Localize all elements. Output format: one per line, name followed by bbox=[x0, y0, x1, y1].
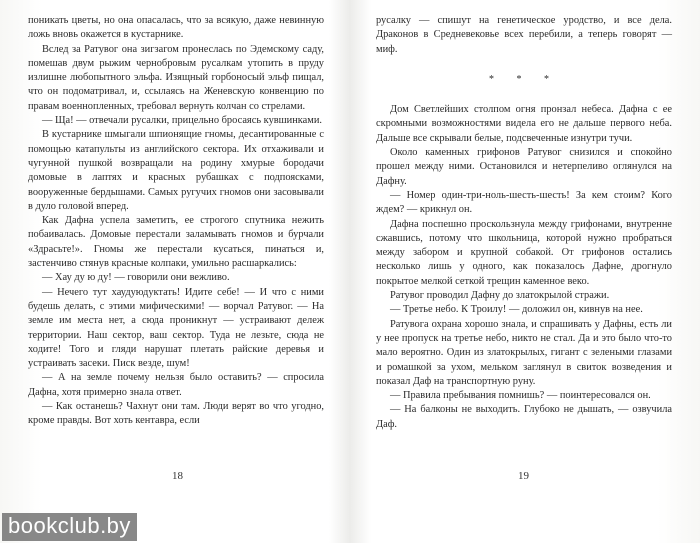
paragraph: — Ща! — отвечали русалки, прицельно бросаясь кувшинками. bbox=[42, 115, 323, 127]
paragraph: Ратувога охрана хорошо знала, и спрашивать у Дафны, есть ли у нее пропуск на третье небо, никто не стал. Да и это было что-то мало вероятно. Один из златокрылых, гигант с зелеными глазами и ромашкой за ухом, мельком заглянул в свиток возведения и показал Даф на транспортную руну. bbox=[376, 318, 672, 387]
paragraph: Дафна поспешно проскользнула между грифонами, внутренне сжавшись, потому что школьница, которой нужно пробраться между забором и крупной собакой. От грифонов остались несколько лишь у одного, как показалось Дафне, дрогнуло покрытое мелкой сеткой трещин каменное веко. bbox=[376, 218, 672, 287]
paragraph: Около каменных грифонов Ратувог снизился и спокойно прошел между ними. Остановился и нетерпеливо оглянулся на Дафну. bbox=[376, 147, 672, 187]
paragraph: — Номер один-три-ноль-шесть-шесть! За кем стоим? Кого ждем? — крикнул он. bbox=[376, 189, 672, 216]
paragraph: Ратувог проводил Дафну до златокрылой стражи. bbox=[390, 290, 610, 302]
right-page bbox=[376, 14, 672, 432]
paragraph: поникать цветы, но она опасалась, что за всякую, даже невинную ложь вновь окажется в кустарнике. bbox=[28, 15, 324, 41]
left-page-number: 18 bbox=[172, 470, 183, 482]
left-page-text bbox=[28, 14, 324, 429]
paragraph: — Правила пребывания помнишь? — поинтересовался он. bbox=[390, 390, 651, 402]
paragraph: — А на земле почему нельзя было оставить? — спросила Дафна, хотя примерно знала ответ. bbox=[28, 372, 324, 398]
paragraph: Вслед за Ратувог она зигзагом пронеслась по Эдемскому саду, помешав двум рыжим чернобровым русалкам утопить в пруду излишне любопытного эльфа. Изящный горбоносый эльф пищал, что он подоматривал, и, ссылаясь на Женевскую конвенцию по правам военнопленных, требовал вернуть колчан со стрелами. bbox=[28, 43, 324, 112]
paragraph: Как Дафна успела заметить, ее строгого спутника нежить побаивалась. Домовые перестали заламывать гномов и бурчали «Здрасьте!». Гномы же перестали кусаться, пинаться и, застенчиво стянув красные колпаки, умильно расшаркались: bbox=[28, 215, 324, 270]
section-break: * * * bbox=[489, 73, 559, 85]
watermark-logo: bookclub.by bbox=[2, 513, 137, 541]
paragraph: русалку — спишут на генетическое уродство, и все дела. Драконов в Средневековье всех перебили, а теперь говорят — миф. bbox=[376, 15, 672, 55]
right-page-top-text bbox=[376, 14, 672, 57]
paragraph: — Как останешь? Чахнут они там. Люди верят во что угодно, кроме правды. Вот хоть кентавра, если bbox=[28, 401, 324, 427]
left-page bbox=[28, 14, 324, 429]
right-page-number: 19 bbox=[518, 470, 529, 482]
right-page-text bbox=[376, 103, 672, 432]
paragraph: В кустарнике шмыгали шпионящие гномы, десантированные с помощью катапульты из английского сектора. Их отхаживали и чугунной пушкой возвращали на родину хмурые бородачи домовые в лаптях и красных рубашках с подпоясками, вооруженные бердышами. Самых ругучих гномов они засовывали в дуло головой вперед. bbox=[28, 129, 324, 212]
paragraph: — Хау ду ю ду! — говорили они вежливо. bbox=[42, 272, 230, 284]
paragraph: — Третье небо. К Троилу! — доложил он, кивнув на нее. bbox=[390, 304, 643, 316]
paragraph: — Нечего тут хаудуюдуктать! Идите себе! — И что с ними будешь делать, с этими мифическими! — ворчал Ратувог. — На земле им места нет, а сюда проникнут — устраивают дележ территории. Наш сектор, ваш сектор. Туда не лезьте, сюда не ходите! Того и гляди нарушат плетать райские деревья и устраивать засеки. Писк везде, шум! bbox=[28, 286, 324, 370]
paragraph: Дом Светлейших столпом огня пронзал небеса. Дафна с ее скромными возможностями видела его не дальше первого неба. Дальше все скрывали белые, подсвеченные изнутри тучи. bbox=[376, 104, 672, 144]
paragraph: — На балконы не выходить. Глубоко не дышать, — озвучила Даф. bbox=[376, 404, 672, 430]
